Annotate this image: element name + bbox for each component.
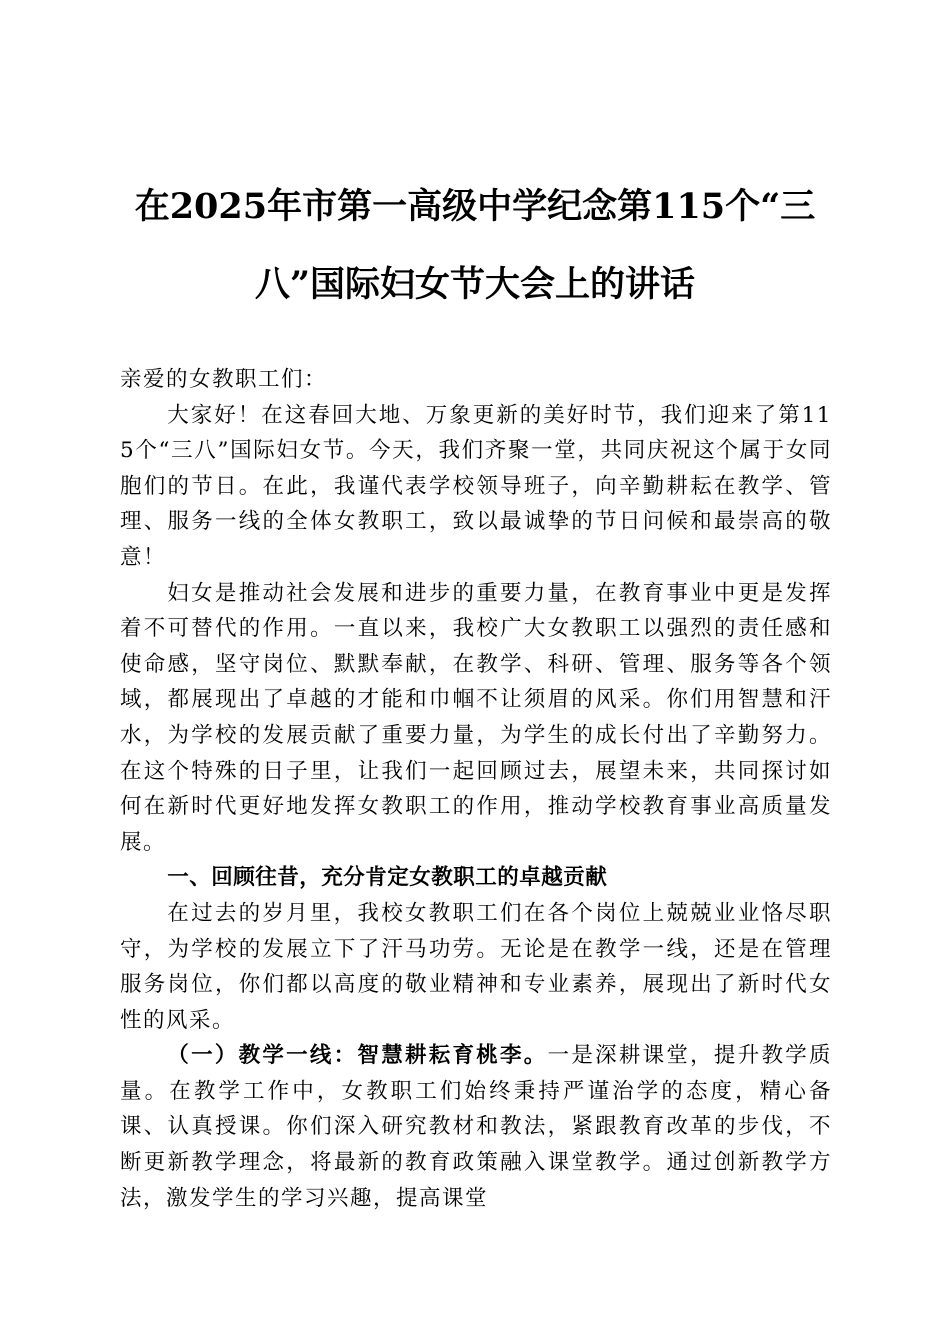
paragraph-review: 在过去的岁月里，我校女教职工们在各个岗位上兢兢业业恪尽职守，为学校的发展立下了汗马功劳。无论是在教学一线，还是在管理服务岗位，你们都以高度的敬业精神和专业素养，展现出了新时代女性的风采。: [120, 900, 832, 1033]
subsection-body-1: 一是深耕课堂，提升教学质量。在教学工作中，女教职工们始终秉持严谨治学的态度，精心备课、认真授课。你们深入研究教材和教法，紧跟教育改革的步伐，不断更新教学理念，将最新的教育政策融入课堂教学。通过创新教学方法，激发学生的学习兴趣，提高课堂: [120, 1043, 832, 1211]
subsection-title-1: （一）教学一线：智慧耕耘育桃李。: [167, 1043, 548, 1069]
paragraph-introduction: 妇女是推动社会发展和进步的重要力量，在教育事业中更是发挥着不可替代的作用。一直以来，我校广大女教职工以强烈的责任感和使命感，坚守岗位、默默奉献，在教学、科研、管理、服务等各个领域，都展现出了卓越的才能和巾帼不让须眉的风采。你们用智慧和汗水，为学校的发展贡献了重要力量，为学生的成长付出了辛勤努力。在这个特殊的日子里，让我们一起回顾过去，展望未来，共同探讨如何在新时代更好地发挥女教职工的作用，推动学校教育事业高质量发展。: [120, 580, 832, 855]
section-heading-1: 一、回顾往昔，充分肯定女教职工的卓越贡献: [167, 865, 608, 891]
document-body: [120, 362, 832, 1216]
salutation: 亲爱的女教职工们：: [120, 367, 328, 392]
document-title: 在2025年市第一高级中学纪念第115个“三八”国际妇女节大会上的讲话: [134, 186, 816, 305]
paragraph-teaching: [120, 1038, 832, 1216]
paragraph-greeting: 大家好！在这春回大地、万象更新的美好时节，我们迎来了第115个“三八”国际妇女节。今天，我们齐聚一堂，共同庆祝这个属于女同胞们的节日。在此，我谨代表学校领导班子，向辛勤耕耘在教学、管理、服务一线的全体女教职工，致以最诚挚的节日问候和最崇高的敬意！: [120, 402, 832, 570]
